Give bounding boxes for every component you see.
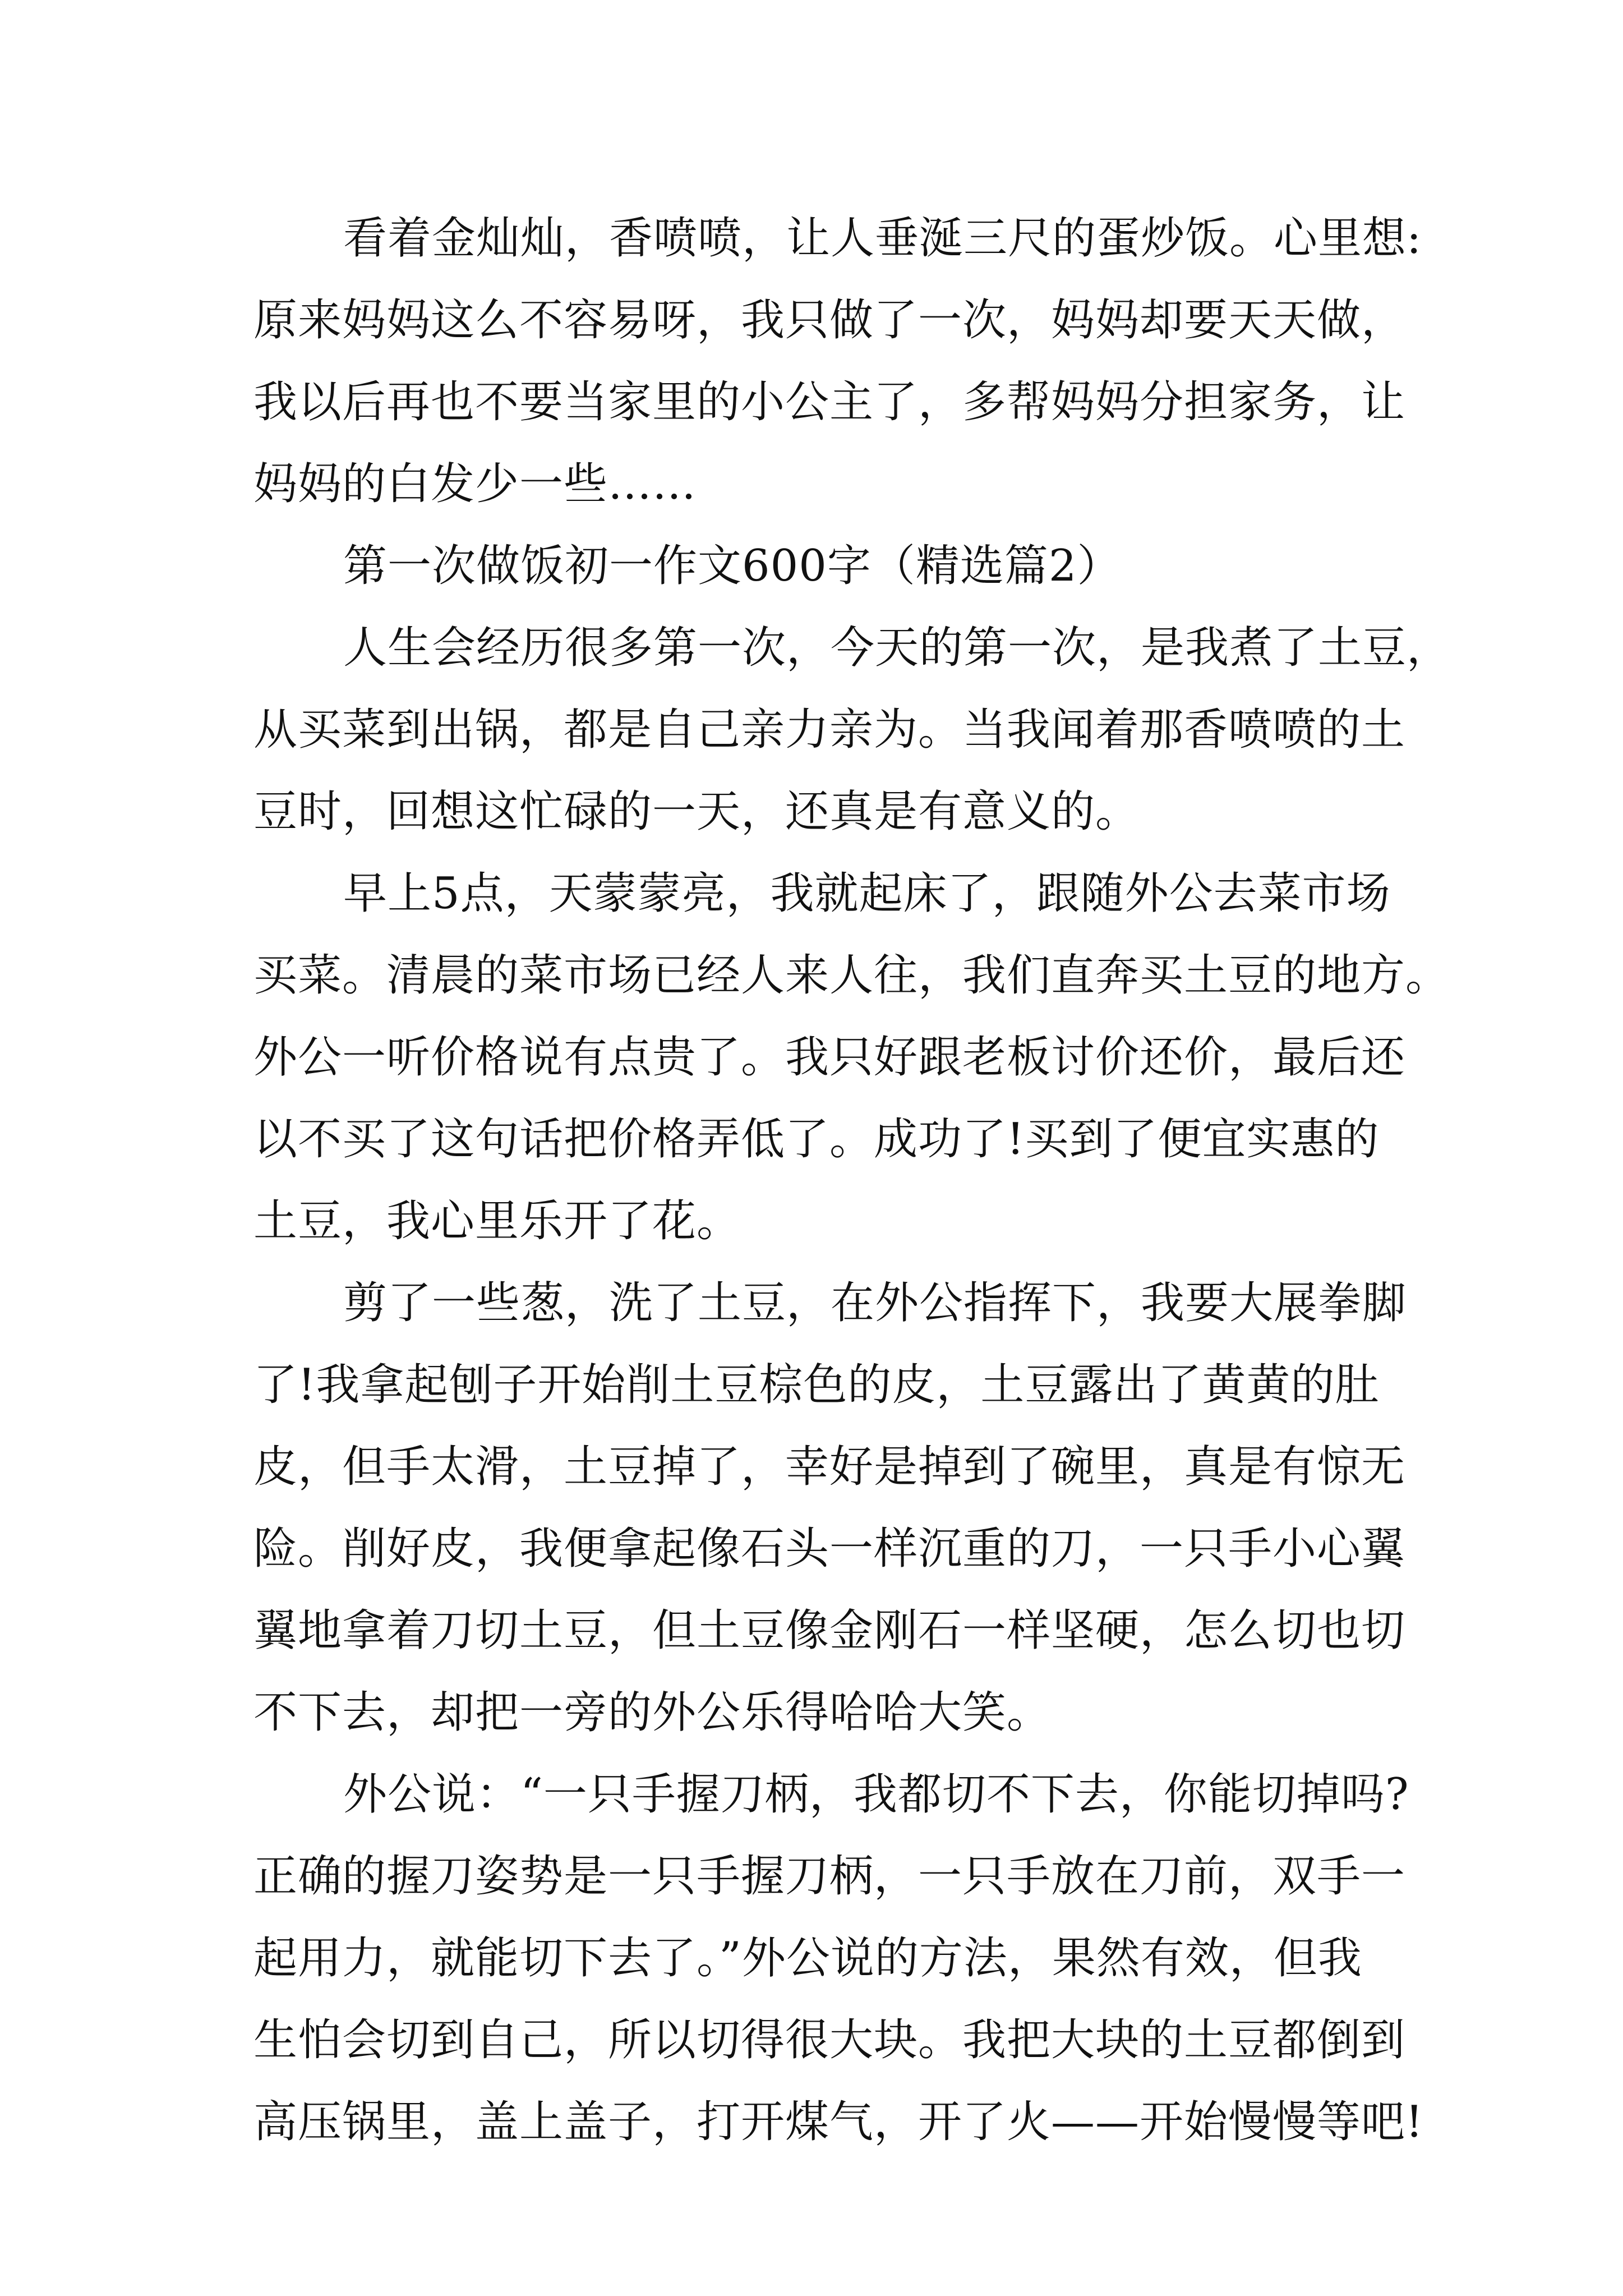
paragraph-3 (253, 853, 1450, 1262)
heading-line: 第一次做饭初一作文600字（精选篇2） (343, 541, 1122, 591)
text-line: 以不买了这句话把价格弄低了。成功了!买到了便宜实惠的 (253, 1114, 1380, 1165)
paragraph-4 (253, 1262, 1407, 1754)
text-line: 起用力，就能切下去了。”外公说的方法，果然有效，但我 (253, 1933, 1362, 1984)
text-line: 翼地拿着刀切土豆，但土豆像金刚石一样坚硬，怎么切也切 (253, 1605, 1406, 1656)
text-line: 土豆，我心里乐开了花。 (253, 1196, 741, 1246)
text-line: 买菜。清晨的菜市场已经人来人往，我们直奔买土豆的地方。 (253, 950, 1450, 1001)
text-line: 不下去，却把一旁的外公乐得哈哈大笑。 (253, 1687, 1052, 1738)
text-line: 高压锅里，盖上盖子，打开煤气，开了火——开始慢慢等吧! (253, 2097, 1424, 2147)
text-line: 外公一听价格说有点贵了。我只好跟老板讨价还价，最后还 (253, 1032, 1406, 1083)
text-line: 从买菜到出锅，都是自己亲力亲为。当我闻着那香喷喷的土 (253, 705, 1406, 755)
paragraph-2 (253, 607, 1451, 853)
text-line: 我以后再也不要当家里的小公主了，多帮妈妈分担家务，让 (253, 377, 1406, 427)
text-line: 了!我拿起刨子开始削土豆棕色的皮，土豆露出了黄黄的肚 (253, 1360, 1380, 1410)
paragraph-1 (253, 197, 1422, 525)
text-line: 剪了一些葱，洗了土豆，在外公指挥下，我要大展拳脚 (343, 1278, 1407, 1328)
text-line: 外公说：“一只手握刀柄，我都切不下去，你能切掉吗? (343, 1769, 1409, 1820)
article-body (253, 197, 1451, 2163)
text-line: 正确的握刀姿势是一只手握刀柄，一只手放在刀前，双手一 (253, 1851, 1406, 1902)
paragraph-5 (253, 1754, 1424, 2163)
text-line: 豆时，回想这忙碌的一天，还真是有意义的。 (253, 786, 1140, 837)
section-heading (253, 525, 1386, 607)
text-line: 人生会经历很多第一次，今天的第一次，是我煮了土豆， (343, 623, 1451, 673)
text-line: 皮，但手太滑，土豆掉了，幸好是掉到了碗里，真是有惊无 (253, 1442, 1406, 1492)
text-line: 原来妈妈这么不容易呀，我只做了一次，妈妈却要天天做， (253, 295, 1406, 346)
text-line: 看着金灿灿，香喷喷，让人垂涎三尺的蛋炒饭。心里想: (343, 213, 1422, 264)
text-line: 妈妈的白发少一些…… (253, 459, 697, 509)
text-line: 生怕会切到自己，所以切得很大块。我把大块的土豆都倒到 (253, 2015, 1406, 2065)
text-line: 早上5点，天蒙蒙亮，我就起床了，跟随外公去菜市场 (343, 868, 1391, 919)
text-line: 险。削好皮，我便拿起像石头一样沉重的刀，一只手小心翼 (253, 1524, 1406, 1574)
